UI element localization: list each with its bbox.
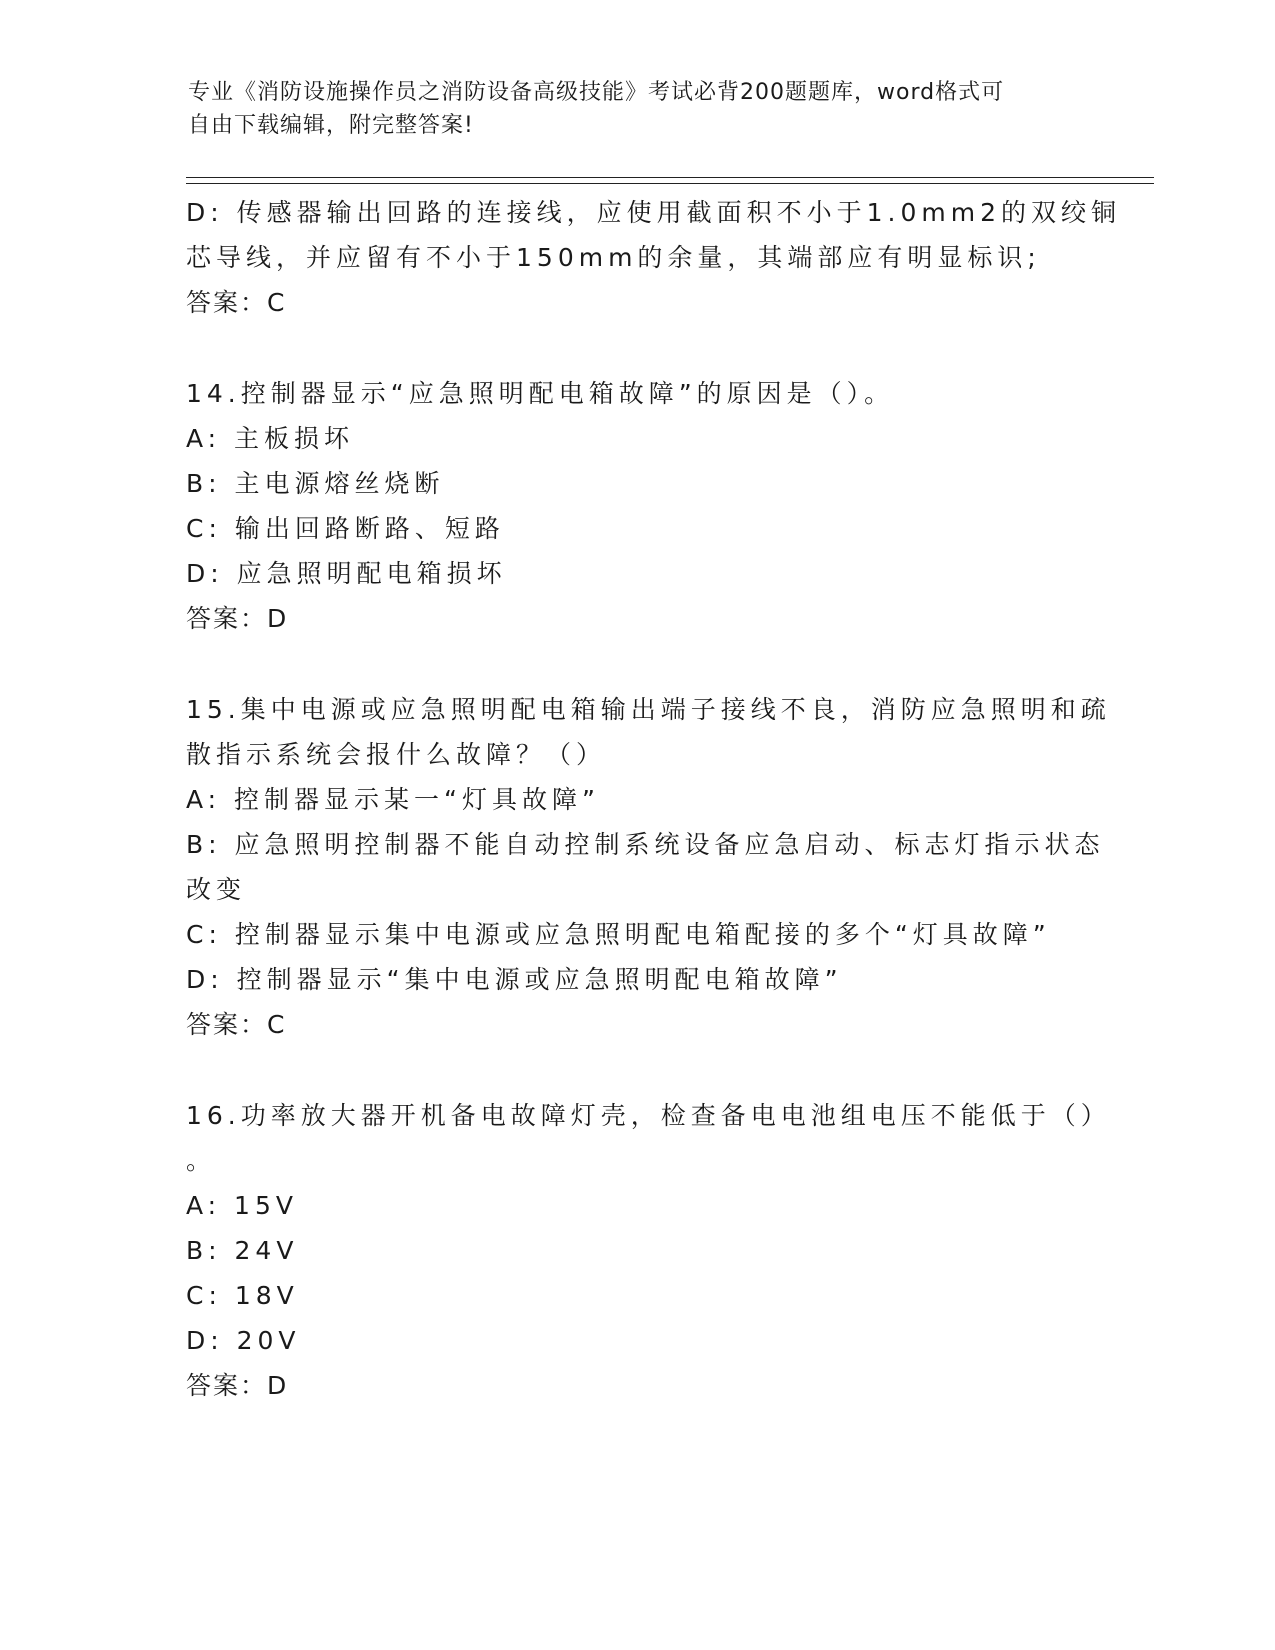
option-b: B: 主电源熔丝烧断 bbox=[186, 469, 445, 498]
question-15 bbox=[186, 687, 1111, 1047]
option-a: A: 主板损坏 bbox=[186, 424, 355, 453]
option-c: C: 18V bbox=[186, 1281, 299, 1310]
option-b-line-1: B: 应急照明控制器不能自动控制系统设备应急启动、标志灯指示状态 bbox=[186, 830, 1105, 859]
option-d: D: 控制器显示“集中电源或应急照明配电箱故障” bbox=[186, 965, 843, 994]
option-c: C: 输出回路断路、短路 bbox=[186, 514, 505, 543]
question-stem-line-1: 15.集中电源或应急照明配电箱输出端子接线不良，消防应急照明和疏 bbox=[186, 695, 1111, 724]
question-14 bbox=[186, 371, 1086, 641]
question-13-tail bbox=[186, 190, 1121, 325]
answer: 答案：D bbox=[186, 604, 289, 633]
option-d: D: 应急照明配电箱损坏 bbox=[186, 559, 507, 588]
question-16 bbox=[186, 1093, 1111, 1408]
option-d-line-1: D: 传感器输出回路的连接线，应使用截面积不小于1.0mm2的双绞铜 bbox=[186, 198, 1121, 227]
document-body bbox=[186, 190, 1121, 1408]
answer: 答案：C bbox=[186, 288, 287, 317]
option-b: B: 24V bbox=[186, 1236, 299, 1265]
header-divider-top bbox=[186, 177, 1154, 178]
option-d-line-2: 芯导线，并应留有不小于150mm的余量，其端部应有明显标识; bbox=[186, 243, 1041, 272]
header-line-2: 自由下载编辑，附完整答案! bbox=[188, 113, 474, 138]
option-a: A: 控制器显示某一“灯具故障” bbox=[186, 785, 600, 814]
question-stem-line-2: 。 bbox=[186, 1146, 217, 1175]
header-divider-bottom bbox=[186, 183, 1154, 184]
option-b-line-2: 改变 bbox=[186, 875, 247, 904]
option-d: D: 20V bbox=[186, 1326, 301, 1355]
document-header bbox=[188, 76, 1068, 142]
question-stem-line-2: 散指示系统会报什么故障？（） bbox=[186, 740, 607, 769]
header-line-1: 专业《消防设施操作员之消防设备高级技能》考试必背200题题库，word格式可 bbox=[188, 80, 1005, 105]
option-c: C: 控制器显示集中电源或应急照明配电箱配接的多个“灯具故障” bbox=[186, 920, 1051, 949]
question-stem-line-1: 16.功率放大器开机备电故障灯壳，检查备电电池组电压不能低于（） bbox=[186, 1101, 1111, 1130]
answer: 答案：D bbox=[186, 1371, 289, 1400]
option-a: A: 15V bbox=[186, 1191, 298, 1220]
answer: 答案：C bbox=[186, 1010, 287, 1039]
question-stem: 14.控制器显示“应急照明配电箱故障”的原因是（）。 bbox=[186, 379, 895, 408]
